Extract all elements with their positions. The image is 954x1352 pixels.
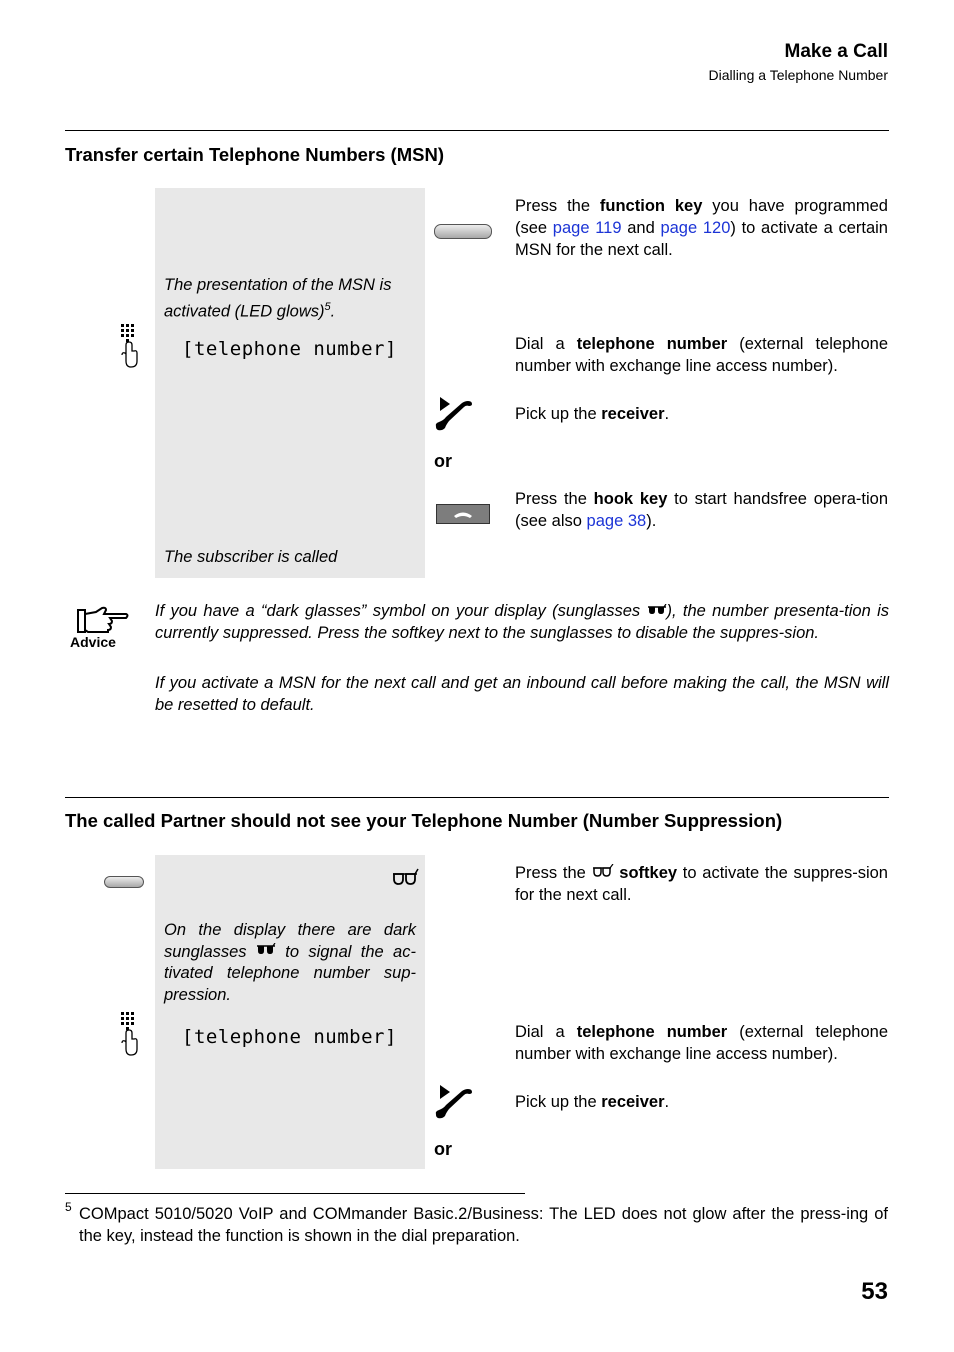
receiver-icon <box>432 1083 474 1119</box>
subscriber-note: The subscriber is called <box>164 548 338 566</box>
display-line-1: [telephone number] <box>182 338 397 360</box>
step2-text: Dial a telephone number (external telephone number with exchange line access number). <box>515 335 888 375</box>
display-note-2: On the display there are dark sunglasses to signal the ac-tivated telephone number sup-pression. <box>164 921 416 1004</box>
section2-rule <box>65 797 889 798</box>
chapter-subtitle: Dialling a Telephone Number <box>708 67 888 83</box>
softkey-button-icon <box>104 876 144 888</box>
header-rule <box>65 130 889 131</box>
display-panel-2 <box>155 855 425 1169</box>
section2-step3-text: Pick up the receiver. <box>515 1093 670 1111</box>
section2-step1-text: Press the softkey to activate the suppres-sion for the next call. <box>515 864 888 904</box>
or-label-1: or <box>434 451 452 471</box>
keypad-hand-icon <box>118 1011 140 1057</box>
sunglasses-outline-icon <box>392 867 420 887</box>
sunglasses-icon <box>256 943 276 957</box>
keypad-hand-icon <box>118 323 140 369</box>
sunglasses-icon <box>592 864 614 878</box>
advice-label: Advice <box>70 634 116 650</box>
step1-text: Press the function key you have programmed (see page 119 and page 120) to activate a certain MSN for the next call. <box>515 197 888 259</box>
footnote-text: COMpact 5010/5020 VoIP and COMmander Basic.2/Business: The LED does not glow after the press-ing of the key, instead the function is shown in the dial preparation. <box>79 1205 888 1245</box>
page-38-link[interactable]: page 38 <box>586 512 647 530</box>
page-120-link[interactable]: page 120 <box>660 219 731 237</box>
receiver-icon <box>432 395 474 431</box>
section1-heading: Transfer certain Telephone Numbers (MSN) <box>65 144 444 165</box>
advice-paragraph-2: If you activate a MSN for the next call and get an inbound call before making the call, the MSN will be resetted to default. <box>155 674 889 714</box>
advice-paragraph-1: If you have a “dark glasses” symbol on your display (sunglasses ), the number presenta-tion is currently suppressed. Press the softkey next to the sunglasses to disable the suppres-sion. <box>155 602 889 642</box>
display-panel-1 <box>155 188 425 578</box>
sunglasses-icon <box>647 604 667 616</box>
page-number: 53 <box>861 1278 888 1305</box>
page-119-link[interactable]: page 119 <box>552 219 622 237</box>
footnote-rule <box>65 1193 525 1194</box>
chapter-title: Make a Call <box>784 41 888 62</box>
section2-heading: The called Partner should not see your Telephone Number (Number Suppression) <box>65 810 783 831</box>
footnote-marker: 5 <box>65 1200 72 1214</box>
display-line-2: [telephone number] <box>182 1026 397 1048</box>
step3-text: Pick up the receiver. <box>515 405 670 423</box>
hook-key-icon <box>436 504 490 524</box>
section2-step2-text: Dial a telephone number (external telephone number with exchange line access number). <box>515 1023 888 1063</box>
or-label-2: or <box>434 1139 452 1159</box>
function-key-icon <box>434 224 492 239</box>
step4-text: Press the hook key to start handsfree opera-tion (see also page 38). <box>515 490 888 530</box>
pointing-hand-icon <box>76 606 130 636</box>
display-note-1: The presentation of the MSN is activated (LED glows)$^5$. <box>164 276 392 320</box>
